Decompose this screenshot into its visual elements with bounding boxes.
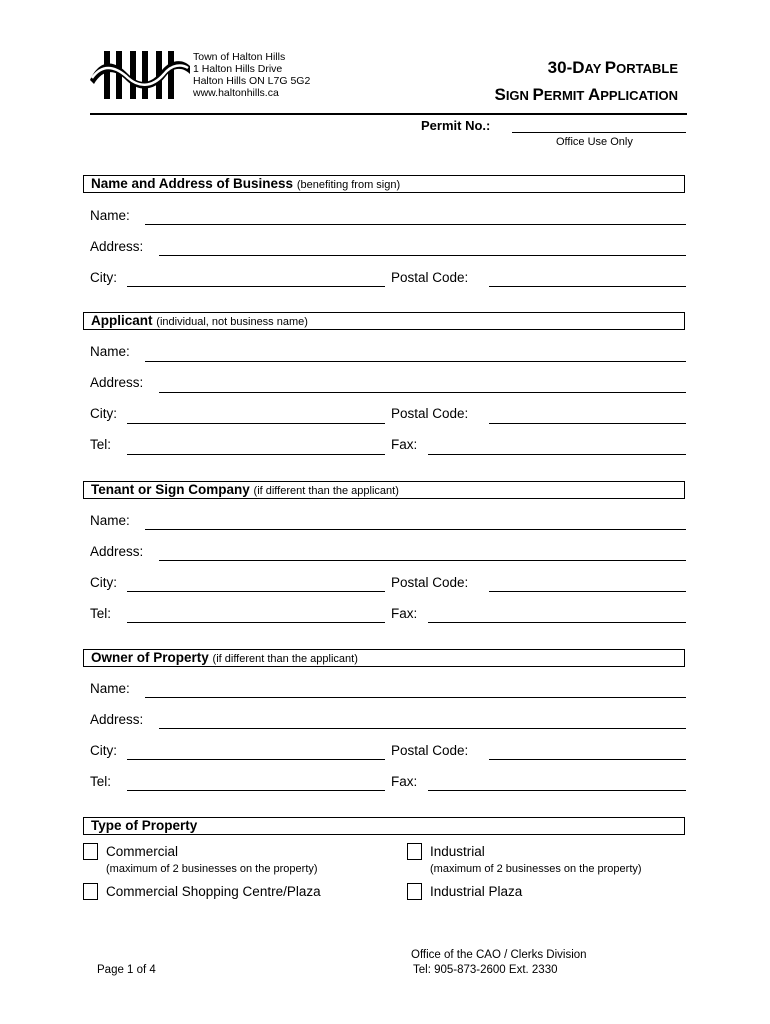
industrial-note: (maximum of 2 businesses on the property) xyxy=(430,863,642,875)
section-property-type-header xyxy=(83,817,685,835)
applicant-name-field[interactable] xyxy=(145,361,686,362)
name-label: Name: xyxy=(90,208,130,223)
applicant-address-field[interactable] xyxy=(159,392,686,393)
org-city: Halton Hills ON L7G 5G2 xyxy=(193,75,311,87)
office-use-note: Office Use Only xyxy=(556,136,633,148)
commercial-note: (maximum of 2 businesses on the property) xyxy=(106,863,318,875)
tel-label: Tel: xyxy=(90,606,112,621)
fax-label: Fax: xyxy=(391,606,418,621)
title-part: S xyxy=(494,85,506,104)
shopping-centre-label: Commercial Shopping Centre/Plaza xyxy=(106,884,321,899)
city-label: City: xyxy=(90,743,117,758)
shopping-centre-checkbox[interactable] xyxy=(83,883,98,900)
header-rule xyxy=(90,113,687,115)
section-applicant-header xyxy=(83,312,685,330)
tenant-name-field[interactable] xyxy=(145,529,686,530)
title-part: IGN xyxy=(505,88,533,103)
city-label: City: xyxy=(90,270,117,285)
business-name-field[interactable] xyxy=(145,224,686,225)
footer-tel: Tel: 905-873-2600 Ext. 2330 xyxy=(413,964,558,976)
industrial-plaza-checkbox[interactable] xyxy=(407,883,422,900)
permit-no-label: Permit No.: xyxy=(421,118,491,133)
owner-name-field[interactable] xyxy=(145,697,686,698)
footer-office: Office of the CAO / Clerks Division xyxy=(411,949,587,961)
org-website: www.haltonhills.ca xyxy=(193,87,279,99)
section-owner-header xyxy=(83,649,685,667)
org-address xyxy=(193,51,310,99)
section-note: (if different than the applicant) xyxy=(253,485,399,497)
owner-postal-field[interactable] xyxy=(489,759,686,760)
postal-label: Postal Code: xyxy=(391,743,469,758)
address-label: Address: xyxy=(90,239,144,254)
org-name: Town of Halton Hills xyxy=(193,51,286,63)
section-title: Type of Property xyxy=(91,818,198,833)
city-label: City: xyxy=(90,406,117,421)
business-address-field[interactable] xyxy=(159,255,686,256)
tenant-fax-field[interactable] xyxy=(428,622,686,623)
section-note: (benefiting from sign) xyxy=(296,179,401,191)
section-title: Name and Address of Business xyxy=(91,176,294,191)
industrial-label: Industrial xyxy=(430,844,485,859)
title-part: P xyxy=(604,58,617,77)
title-part: A xyxy=(587,85,601,104)
address-label: Address: xyxy=(90,375,144,390)
owner-address-field[interactable] xyxy=(159,728,686,729)
applicant-postal-field[interactable] xyxy=(489,423,686,424)
title-part: ERMIT xyxy=(543,88,588,103)
city-label: City: xyxy=(90,575,117,590)
name-label: Name: xyxy=(90,344,130,359)
tenant-tel-field[interactable] xyxy=(127,622,385,623)
halton-hills-logo xyxy=(90,48,190,102)
postal-label: Postal Code: xyxy=(391,406,469,421)
section-note: (individual, not business name) xyxy=(156,316,308,328)
postal-label: Postal Code: xyxy=(391,575,469,590)
title-part: AY xyxy=(584,61,605,76)
section-tenant-header xyxy=(83,481,685,499)
section-title: Applicant xyxy=(91,313,153,328)
tenant-address-field[interactable] xyxy=(159,560,686,561)
applicant-fax-field[interactable] xyxy=(428,454,686,455)
section-title: Owner of Property xyxy=(91,650,209,665)
tel-label: Tel: xyxy=(90,774,112,789)
address-label: Address: xyxy=(90,544,144,559)
section-note: (if different than the applicant) xyxy=(212,653,358,665)
commercial-label: Commercial xyxy=(106,844,179,859)
business-city-field[interactable] xyxy=(127,286,385,287)
title-part: ORTABLE xyxy=(616,61,678,76)
owner-tel-field[interactable] xyxy=(127,790,385,791)
org-street: 1 Halton Hills Drive xyxy=(193,63,283,75)
fax-label: Fax: xyxy=(391,437,418,452)
section-business-header xyxy=(83,175,685,193)
tenant-postal-field[interactable] xyxy=(489,591,686,592)
business-postal-field[interactable] xyxy=(489,286,686,287)
page-number: Page 1 of 4 xyxy=(97,964,156,976)
form-title xyxy=(494,55,678,109)
fax-label: Fax: xyxy=(391,774,418,789)
postal-label: Postal Code: xyxy=(391,270,469,285)
tel-label: Tel: xyxy=(90,437,112,452)
industrial-plaza-label: Industrial Plaza xyxy=(430,884,523,899)
permit-no-field[interactable] xyxy=(512,132,686,133)
applicant-tel-field[interactable] xyxy=(127,454,385,455)
applicant-city-field[interactable] xyxy=(127,423,385,424)
name-label: Name: xyxy=(90,513,130,528)
address-label: Address: xyxy=(90,712,144,727)
section-title: Tenant or Sign Company xyxy=(91,482,250,497)
commercial-checkbox[interactable] xyxy=(83,843,98,860)
industrial-checkbox[interactable] xyxy=(407,843,422,860)
name-label: Name: xyxy=(90,681,130,696)
owner-city-field[interactable] xyxy=(127,759,385,760)
title-part: P xyxy=(532,85,544,104)
title-part: 30-D xyxy=(547,58,585,77)
tenant-city-field[interactable] xyxy=(127,591,385,592)
owner-fax-field[interactable] xyxy=(428,790,686,791)
title-part: PPLICATION xyxy=(600,88,678,103)
